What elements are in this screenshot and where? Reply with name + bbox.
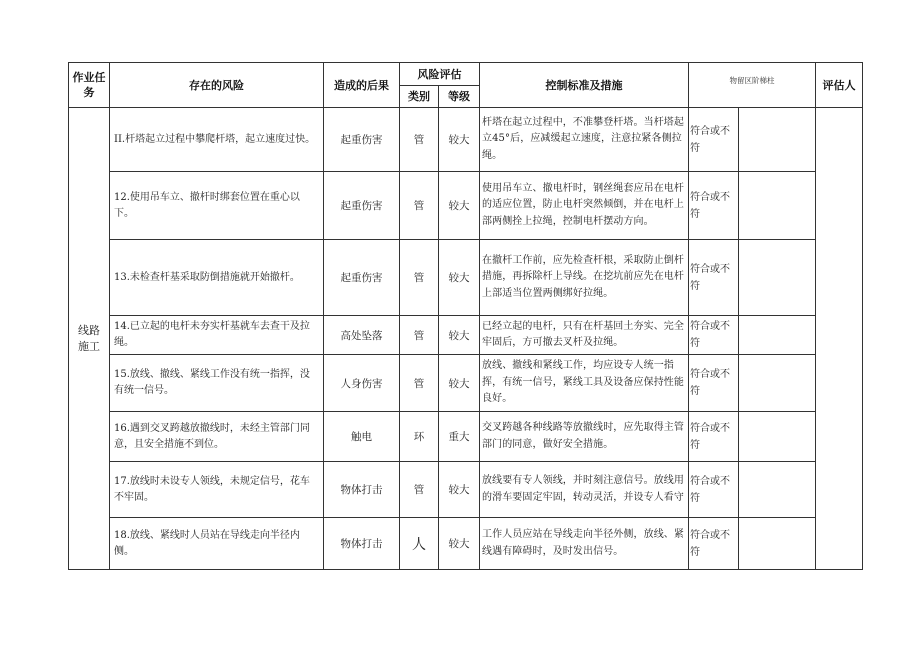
table-row (69, 316, 863, 355)
header-consequence: 造成的后果 (324, 63, 400, 108)
level-cell: 重大 (439, 412, 480, 462)
blank-cell (739, 462, 816, 518)
table-row (69, 240, 863, 316)
category-cell: 管 (400, 462, 439, 518)
control-cell: 放线、撤线和紧线工作，均应设专人统一指挥，有统一信号，紧线工具及设备应保持性能良好。 (480, 355, 689, 412)
header-task: 作业任务 (69, 63, 110, 108)
blank-cell (739, 355, 816, 412)
risk-cell: 16.遇到交叉跨越放撤线时，未经主管部门同意，且安全措施不到位。 (110, 412, 324, 462)
table-row (69, 172, 863, 240)
risk-cell: 15.放线、撤线、紧线工作没有统一指挥，没有统一信号。 (110, 355, 324, 412)
compliance-cell: 符合或不符 (689, 316, 739, 355)
assessor-cell (816, 108, 863, 570)
category-cell: 人 (400, 518, 439, 570)
consequence-cell: 物体打击 (324, 462, 400, 518)
blank-cell (739, 316, 816, 355)
blank-cell (739, 172, 816, 240)
header-level: 等级 (439, 86, 480, 108)
risk-assessment-table (68, 62, 863, 570)
blank-cell (739, 412, 816, 462)
risk-cell: 17.放线时未设专人领线，未规定信号，花车不牢固。 (110, 462, 324, 518)
category-cell: 管 (400, 108, 439, 172)
risk-cell: 18.放线、紧线时人员站在导线走向半径内侧。 (110, 518, 324, 570)
header-assessment: 风险评估 (400, 63, 480, 86)
header-extra: 物留区阶梯柱 (689, 63, 816, 108)
control-cell: 放线要有专人领线，并时刻注意信号。放线用的滑车要固定牢固，转动灵活，并设专人看守 (480, 462, 689, 518)
consequence-cell: 物体打击 (324, 518, 400, 570)
level-cell: 较大 (439, 172, 480, 240)
level-cell: 较大 (439, 316, 480, 355)
risk-cell: 14.已立起的电杆未夯实杆基就车去查干及拉绳。 (110, 316, 324, 355)
consequence-cell: 高处坠落 (324, 316, 400, 355)
risk-cell: 12.使用吊车立、撤杆时绑套位置在重心以下。 (110, 172, 324, 240)
control-cell: 工作人员应站在导线走向半径外侧，放线、紧线遇有障碍时，及时发出信号。 (480, 518, 689, 570)
category-cell: 环 (400, 412, 439, 462)
blank-cell (739, 108, 816, 172)
consequence-cell: 起重伤害 (324, 108, 400, 172)
control-cell: 已经立起的电杆，只有在杆基回土夯实、完全牢固后，方可撤去叉杆及拉绳。 (480, 316, 689, 355)
header-risk: 存在的风险 (110, 63, 324, 108)
level-cell: 较大 (439, 462, 480, 518)
compliance-cell: 符合或不符 (689, 462, 739, 518)
risk-cell: II.杆塔起立过程中攀爬杆塔，起立速度过快。 (110, 108, 324, 172)
risk-cell: 13.未检查杆基采取防倒措施就开始撤杆。 (110, 240, 324, 316)
category-cell: 管 (400, 172, 439, 240)
category-cell: 管 (400, 240, 439, 316)
category-cell: 管 (400, 316, 439, 355)
compliance-cell: 符合或不符 (689, 172, 739, 240)
consequence-cell: 起重伤害 (324, 172, 400, 240)
header-row-1 (69, 63, 863, 86)
control-cell: 杆塔在起立过程中，不准攀登杆塔。当杆塔起立45°后，应减缓起立速度，注意拉紧各侧拉绳。 (480, 108, 689, 172)
control-cell: 使用吊车立、撤电杆时，钢丝绳套应吊在电杆的适应位置，防止电杆突然倾倒，并在电杆上部两侧拴上拉绳，控制电杆摆动方向。 (480, 172, 689, 240)
table-row (69, 108, 863, 172)
header-assessor: 评估人 (816, 63, 863, 108)
blank-cell (739, 518, 816, 570)
compliance-cell: 符合或不符 (689, 240, 739, 316)
level-cell: 较大 (439, 240, 480, 316)
header-control: 控制标准及措施 (480, 63, 689, 108)
compliance-cell: 符合或不符 (689, 412, 739, 462)
control-cell: 在撤杆工作前，应先检查杆根，采取防止倒杆措施，再拆除杆上导线。在挖坑前应先在电杆上部适当位置两侧绑好拉绳。 (480, 240, 689, 316)
compliance-cell: 符合或不符 (689, 355, 739, 412)
table-row (69, 462, 863, 518)
level-cell: 较大 (439, 518, 480, 570)
consequence-cell: 人身伤害 (324, 355, 400, 412)
consequence-cell: 触电 (324, 412, 400, 462)
consequence-cell: 起重伤害 (324, 240, 400, 316)
level-cell: 较大 (439, 108, 480, 172)
table-row (69, 412, 863, 462)
blank-cell (739, 240, 816, 316)
compliance-cell: 符合或不符 (689, 518, 739, 570)
control-cell: 交叉跨越各种线路等放撤线时，应先取得主管部门的同意，做好安全措施。 (480, 412, 689, 462)
task-cell: 线路施工 (69, 108, 110, 570)
table-row (69, 518, 863, 570)
level-cell: 较大 (439, 355, 480, 412)
header-category: 类别 (400, 86, 439, 108)
category-cell: 管 (400, 355, 439, 412)
compliance-cell: 符合或不符 (689, 108, 739, 172)
table-row (69, 355, 863, 412)
